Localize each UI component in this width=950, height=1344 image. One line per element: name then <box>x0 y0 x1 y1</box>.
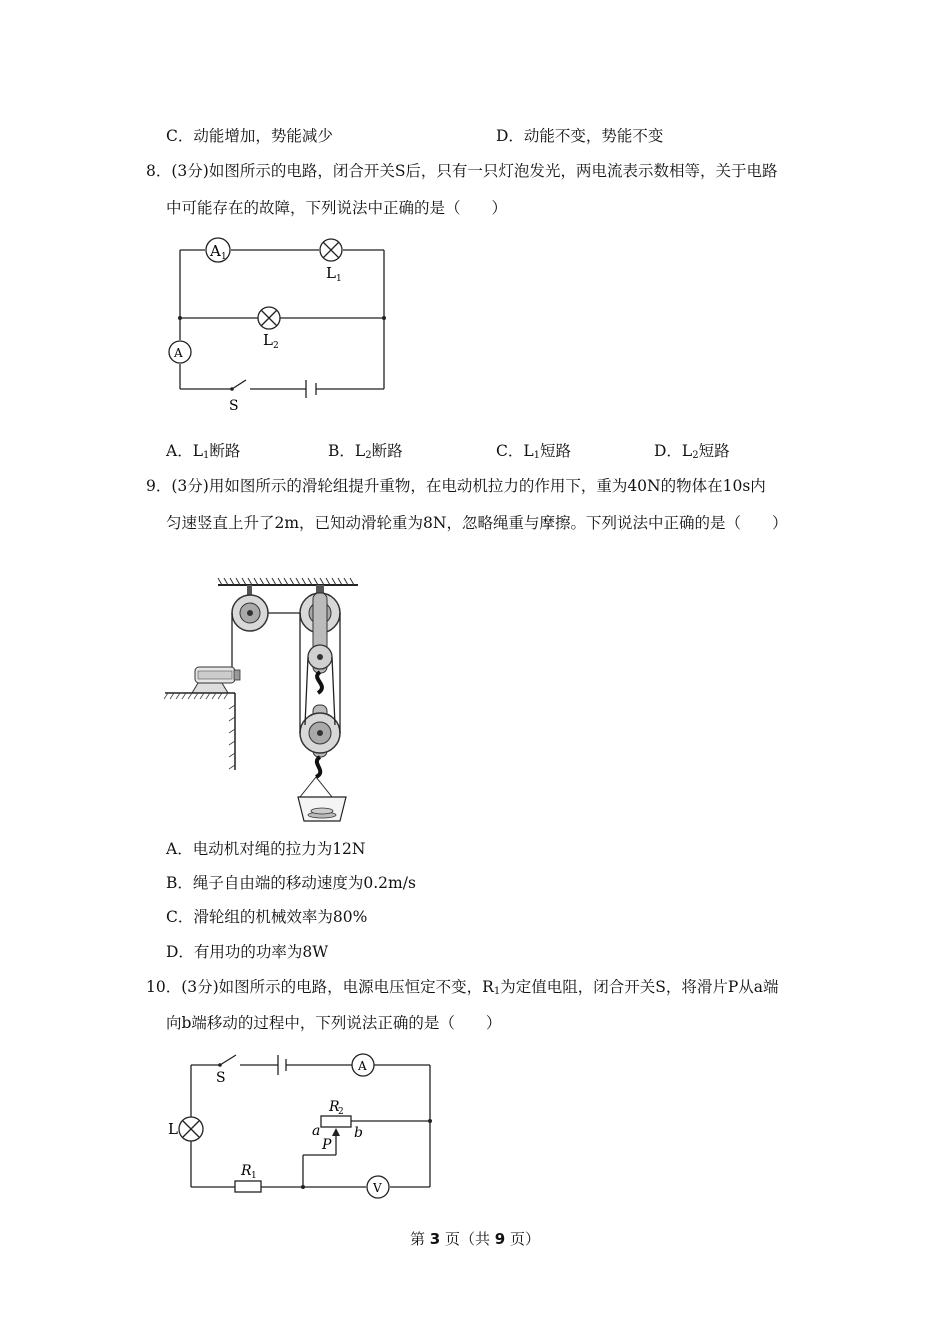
end-a-label: a <box>312 1123 321 1139</box>
q8-option-c: C．$L_1$短路 <box>496 442 572 461</box>
q9-option-a: A．电动机对绳的拉力为12N <box>166 840 366 858</box>
voltmeter-v-label: V <box>373 1181 382 1195</box>
lamp-l2-label: L <box>263 331 273 349</box>
rheostat-r2-label: R <box>329 1099 340 1115</box>
q9-option-d: D．有用功的功率为8W <box>166 943 329 961</box>
q9-stem-line2: 匀速竖直上升了2m，已知动滑轮重为8N，忽略绳重与摩擦。下列说法中正确的是（ ） <box>166 514 788 532</box>
switch-s-label: S <box>216 1070 226 1086</box>
q7-option-c: C．动能增加，势能减少 <box>166 127 333 145</box>
q8-stem-line2: 中可能存在的故障，下列说法中正确的是（ ） <box>166 199 508 217</box>
q9-option-c: C．滑轮组的机械效率为80% <box>166 908 368 926</box>
q8-circuit-diagram <box>160 232 400 417</box>
ammeter-a1-sub: 1 <box>221 252 227 262</box>
q8-option-d: D．$L_2$短路 <box>654 442 730 461</box>
ammeter-a-label: A <box>358 1059 367 1073</box>
rheostat-r2-sub: 2 <box>338 1107 344 1117</box>
ammeter-a-label: A <box>174 346 183 360</box>
ammeter-a1-label: A <box>210 242 221 260</box>
slider-p-label: P <box>322 1137 332 1153</box>
lamp-l2-sub: 2 <box>273 341 279 351</box>
q8-option-b: B．$L_2$断路 <box>328 442 403 461</box>
q10-circuit-diagram <box>160 1045 450 1205</box>
resistor-r1-label: R <box>241 1163 252 1179</box>
switch-s-label: S <box>229 398 239 414</box>
resistor-r1-sub: 1 <box>251 1171 257 1181</box>
q9-pulley-diagram <box>160 575 370 830</box>
q9-option-b: B．绳子自由端的移动速度为0.2m/s <box>166 874 416 892</box>
q10-stem-line1: 10．(3分)如图所示的电路，电源电压恒定不变，$R_1$为定值电阻，闭合开关S，将滑片P从a端 <box>146 978 779 997</box>
lamp-l-label: L <box>168 1120 178 1138</box>
lamp-l1-label: L <box>326 264 336 282</box>
q8-stem-line1: 8．(3分)如图所示的电路，闭合开关S后，只有一只灯泡发光，两电流表示数相等，关于电路 <box>146 162 778 180</box>
lamp-l1-sub: 1 <box>336 274 342 284</box>
q10-stem-line2: 向b端移动的过程中，下列说法正确的是（ ） <box>166 1014 502 1032</box>
q8-option-a: A．$L_1$断路 <box>166 442 241 461</box>
q9-stem-line1: 9．(3分)用如图所示的滑轮组提升重物，在电动机拉力的作用下，重为40N的物体在10s内 <box>146 477 766 495</box>
page-footer: 第 3 页（共 9 页） <box>410 1230 540 1248</box>
end-b-label: b <box>354 1125 363 1141</box>
q7-option-d: D．动能不变，势能不变 <box>496 127 664 145</box>
